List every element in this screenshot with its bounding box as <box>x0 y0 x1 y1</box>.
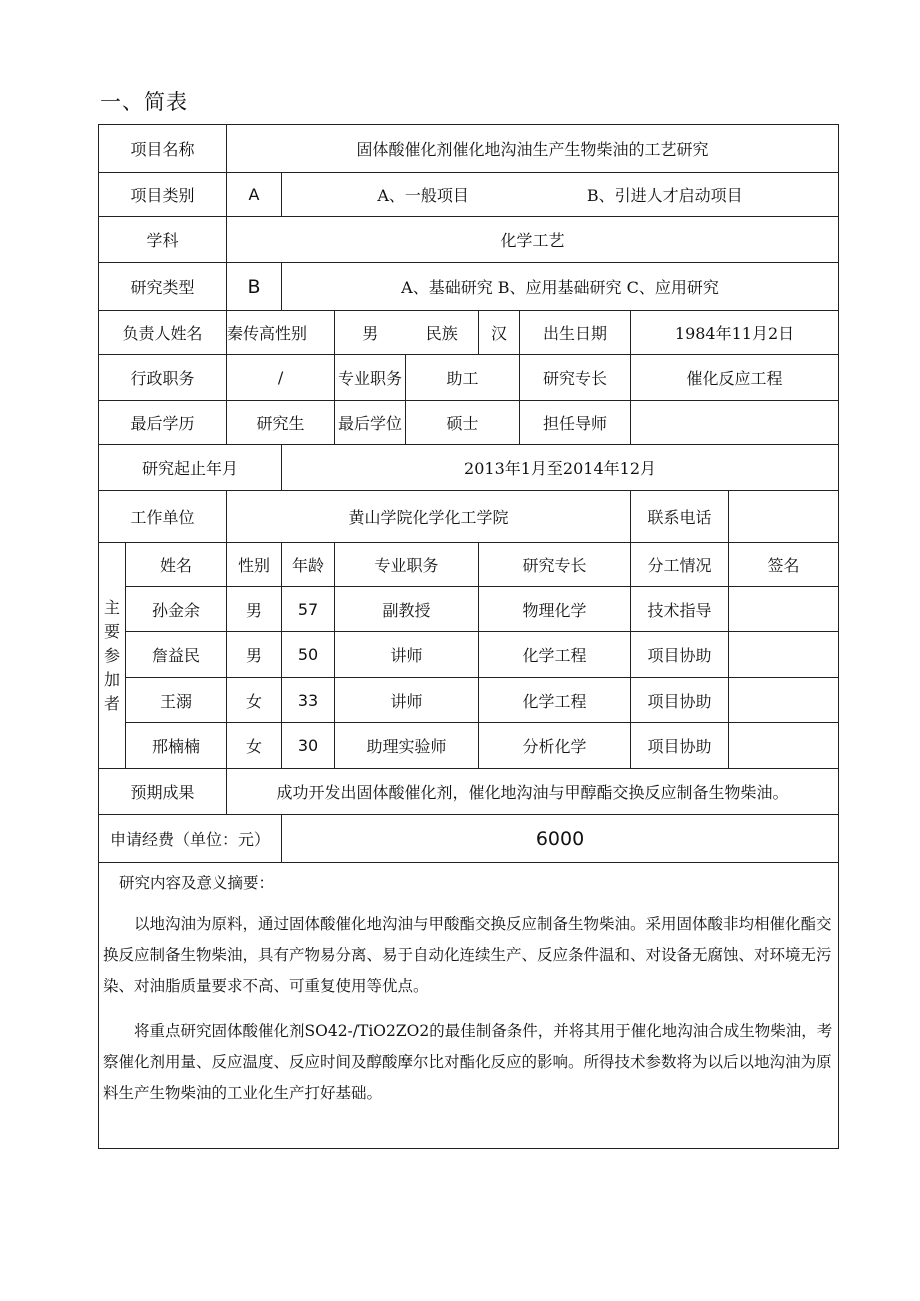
table-row <box>99 587 839 632</box>
participants-header-title: 专业职务 <box>335 543 479 587</box>
work-unit-value: 黄山学院化学化工学院 <box>227 491 631 543</box>
admin-post-value: / <box>227 355 335 401</box>
participant-role: 项目协助 <box>631 632 729 678</box>
leader-birth-value: 1984年11月2日 <box>631 311 839 355</box>
leader-name-gender <box>227 311 335 355</box>
participant-role: 技术指导 <box>631 587 729 632</box>
degree-value: 硕士 <box>406 401 520 445</box>
participant-age: 57 <box>282 587 335 632</box>
research-type-value: B <box>227 263 282 311</box>
participants-header-age: 年龄 <box>282 543 335 587</box>
budget-value: 6000 <box>282 815 839 863</box>
participant-name: 王溺 <box>126 678 227 723</box>
leader-ethnicity-value: 汉 <box>479 311 520 355</box>
expected-results-label: 预期成果 <box>99 769 227 815</box>
participants-header-specialty: 研究专长 <box>479 543 631 587</box>
participants-header-name: 姓名 <box>126 543 227 587</box>
table-row <box>99 723 839 769</box>
advisor-value <box>631 401 839 445</box>
period-label: 研究起止年月 <box>99 445 282 491</box>
table-row <box>99 632 839 678</box>
education-value: 研究生 <box>227 401 335 445</box>
leader-gender-label: 性别 <box>275 324 308 343</box>
participant-gender: 男 <box>227 587 282 632</box>
abstract-paragraph-1: 以地沟油为原料，通过固体酸催化地沟油与甲酸酯交换反应制备生物柴油。采用固体酸非均相催化酯交换反应制备生物柴油，具有产物易分离、易于自动化连续生产、反应条件温和、对设备无腐蚀、对环境无污染、对油脂质量要求不高、可重复使用等优点。 <box>103 915 832 995</box>
abstract-paragraph-2: 将重点研究固体酸催化剂SO42-/TiO2ZO2的最佳制备条件，并将其用于催化地沟油合成生物柴油，考察催化剂用量、反应温度、反应时间及醇酸摩尔比对酯化反应的影响。所得技术参数将为以后以地沟油为原料生产生物柴油的工业化生产打好基础。 <box>103 1022 833 1102</box>
participant-signature <box>729 678 839 723</box>
participant-specialty: 化学工程 <box>479 678 631 723</box>
leader-gender-value: 男 <box>335 311 406 355</box>
participant-signature <box>729 632 839 678</box>
expected-results-value: 成功开发出固体酸催化剂，催化地沟油与甲醇酯交换反应制备生物柴油。 <box>227 769 839 815</box>
participants-header-role: 分工情况 <box>631 543 729 587</box>
work-unit-label: 工作单位 <box>99 491 227 543</box>
participant-age: 33 <box>282 678 335 723</box>
admin-post-label: 行政职务 <box>99 355 227 401</box>
participant-gender: 女 <box>227 723 282 769</box>
research-type-options: A、基础研究 B、应用基础研究 C、应用研究 <box>282 263 839 311</box>
abstract-section <box>99 863 839 1149</box>
project-name-value: 固体酸催化剂催化地沟油生产生物柴油的工艺研究 <box>227 125 839 173</box>
participant-title: 讲师 <box>335 678 479 723</box>
participants-side-label: 主 要 参 加 者 <box>99 543 126 769</box>
participant-title: 助理实验师 <box>335 723 479 769</box>
education-label: 最后学历 <box>99 401 227 445</box>
prof-title-value: 助工 <box>406 355 520 401</box>
project-category-options <box>282 173 839 217</box>
participant-title: 讲师 <box>335 632 479 678</box>
project-category-label: 项目类别 <box>99 173 227 217</box>
participant-name: 邢楠楠 <box>126 723 227 769</box>
discipline-label: 学科 <box>99 217 227 263</box>
leader-birth-label: 出生日期 <box>520 311 631 355</box>
participants-header-gender: 性别 <box>227 543 282 587</box>
period-value: 2013年1月至2014年12月 <box>282 445 839 491</box>
participant-name: 孙金余 <box>126 587 227 632</box>
abstract-heading: 研究内容及意义摘要： <box>119 874 275 892</box>
participant-role: 项目协助 <box>631 723 729 769</box>
participant-age: 30 <box>282 723 335 769</box>
degree-label: 最后学位 <box>335 401 406 445</box>
participant-title: 副教授 <box>335 587 479 632</box>
research-type-label: 研究类型 <box>99 263 227 311</box>
budget-label: 申请经费（单位：元） <box>99 815 282 863</box>
participant-age: 50 <box>282 632 335 678</box>
page-title: 一、简表 <box>100 90 188 114</box>
phone-value <box>729 491 839 543</box>
project-category-value: A <box>227 173 282 217</box>
participant-name: 詹益民 <box>126 632 227 678</box>
participant-specialty: 分析化学 <box>479 723 631 769</box>
table-row <box>99 678 839 723</box>
participant-signature <box>729 587 839 632</box>
leader-name-value: 秦传高 <box>227 324 276 343</box>
specialty-label: 研究专长 <box>520 355 631 401</box>
prof-title-label: 专业职务 <box>335 355 406 401</box>
phone-label: 联系电话 <box>631 491 729 543</box>
participant-specialty: 化学工程 <box>479 632 631 678</box>
category-option-a: A、一般项目 <box>377 186 469 205</box>
participant-role: 项目协助 <box>631 678 729 723</box>
participant-specialty: 物理化学 <box>479 587 631 632</box>
advisor-label: 担任导师 <box>520 401 631 445</box>
leader-ethnicity-label: 民族 <box>406 311 479 355</box>
project-name-label: 项目名称 <box>99 125 227 173</box>
discipline-value: 化学工艺 <box>227 217 839 263</box>
leader-name-label: 负责人姓名 <box>99 311 227 355</box>
participant-gender: 女 <box>227 678 282 723</box>
specialty-value: 催化反应工程 <box>631 355 839 401</box>
participants-header-signature: 签名 <box>729 543 839 587</box>
participant-signature <box>729 723 839 769</box>
category-option-b: B、引进人才启动项目 <box>586 186 743 205</box>
participant-gender: 男 <box>227 632 282 678</box>
application-form-table <box>98 124 839 1149</box>
